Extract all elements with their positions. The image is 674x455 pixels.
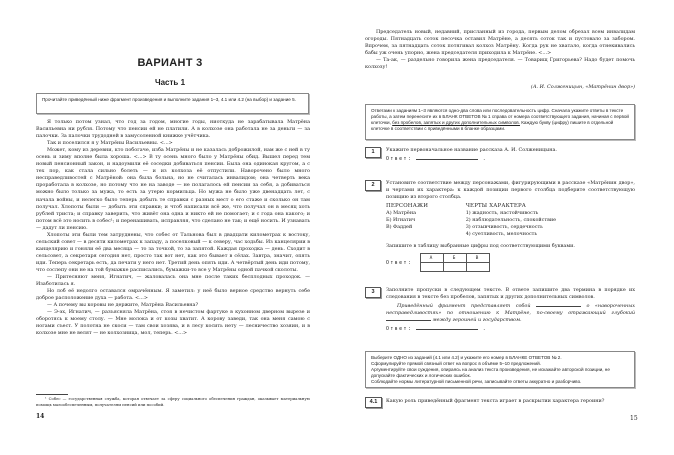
table-header: А: [420, 254, 443, 263]
task-question: Установите соответствие между персонажами, фигурирующими в рассказе «Матрёнин двор», и чертами их характера: к каждой позиции первого столбца подберите соответствующую позицию из второго столбца.: [386, 180, 635, 200]
instruction-underlined: без пробелов, запятых и других дополнительных символов.: [392, 120, 520, 125]
traits-column: [466, 203, 635, 238]
paragraph: Может, кому из деревни, кто побогаче, изба Матрёны и не казалась доброжилой, нам же с ней в ту осень и зиму вполне была хороша. <...> В ту осень много было у Матрёны обид. Вышел перед тем новый пенсионный закон, и надоумили её соседки добиваться пенсии. Была она одинокая кругом, а с тех пор, как стала сильно болеть — и из колхоза её отпустили. Наворочено было много несправедливостей с Матрёной: она была больна, но не считалась инвалидом; она четверть века проработала в колхозе, но потому что не на заводе — не полагалось ей пенсии за себя, а добиваться можно было только за мужа, то есть за утерю кормильца. Но мужа не было уже двенадцать лет, с начала войны, и нелегко было теперь добыть те справки с разных мест о его стаже и сколько он там получал. Хлопоты были — добыть эти справки; и чтоб написали всё же, что получал он в месяц хоть рублей триста; и справку заверить, что живёт она одна и никто ей не помогает; и с года она какого; и потом всё это носить в собес¹; и перенашивать, исправляя, что сделано не так; и ещё носить. И узнавать — дадут ли пенсию.: [36, 147, 310, 231]
task-4-1: [365, 397, 635, 405]
task-question: Укажите первоначальное название рассказа А. И. Солженицына.: [386, 147, 557, 153]
cloze-text: [386, 303, 635, 324]
table-header: Б: [443, 254, 466, 263]
answer-cell[interactable]: [443, 263, 466, 272]
paragraph: — Та-ак, — раздельно говорила жена председателя. — Товарищ Григорьева? Надо будет помочь колхозу!: [365, 57, 635, 71]
paragraph: — Притесняют меня, Игнатич, — жаловалась она мне после таких бесплодных проходок. — Изаботилась я.: [36, 274, 310, 288]
answer-instruction-box-2: [365, 351, 635, 388]
characters-column: [386, 203, 466, 238]
character-item: В) Фаддей: [386, 224, 413, 230]
paragraph: — Э-эх, Игнатич, — разъясняла Матрёна, стоя в нечистом фартуке в кухонном дверном вырезе и оборотясь к моему столу. — Мне молока и от козы хватит. А корову заведи, так она меня самою с ногами съест. У полотна не скоси — там свои хозява, и в лесу косить нету — лесничество хозяин, и в колхозе мне не велят — не колхозница, мол, теперь. <...>: [36, 309, 310, 337]
table-header: В: [466, 254, 489, 263]
cloze-blank-1: [536, 306, 581, 307]
answer-field[interactable]: [416, 329, 478, 330]
answer-label: Ответ:: [386, 261, 413, 266]
instruction-line: Выберите ОДНО из заданий (4.1 или 4.2) и укажите его номер в БЛАНКЕ ОТВЕТОВ № 2.: [371, 355, 562, 360]
trait-item: 4) суетливость, мелочность: [465, 231, 538, 237]
matching-columns: [386, 203, 635, 238]
variant-title: ВАРИАНТ 3: [137, 57, 203, 69]
answer-row: Ответ: .: [386, 327, 488, 332]
task-question: Какую роль приведённый фрагмент текста играет в раскрытии характера героини?: [386, 398, 605, 404]
part-title: Часть 1: [154, 78, 186, 87]
cloze-part: Приведённый фрагмент представляет собой: [397, 303, 531, 309]
task-number-badge: 4.1: [365, 397, 382, 408]
instruction-line: Аргументируйте свои суждения, опираясь на анализ текста произведения, не искажайте авторской позиции, не допускайте фактических и логических ошибок.: [371, 367, 610, 378]
answer-field[interactable]: [416, 159, 478, 160]
instruction-text: Ответами к заданиям 1–3 являются одно-два слова или последовательность цифр. Сначала укажите ответы в тексте работы, а затем перенесите их в БЛАНК ОТВЕТОВ № 1 справа от номера соответствующего задания, начиная с первой клеточки,: [371, 108, 629, 125]
column-header: ЧЕРТЫ ХАРАКТЕРА: [465, 203, 527, 209]
excerpt-text-right: [365, 29, 635, 71]
footnote: [36, 396, 310, 407]
instruction-line: Сформулируйте прямой связный ответ на вопрос в объёме 5–10 предложений.: [371, 361, 541, 366]
answer-label: Ответ:: [386, 327, 413, 332]
column-header: ПЕРСОНАЖИ: [386, 203, 429, 209]
task-1: [365, 147, 635, 163]
paragraph: Но лоб её недолго оставался омрачённым. Я заметил: у неё было верное средство вернуть себе доброе расположение духа — работа. <...>: [36, 288, 310, 302]
footnote-text: ¹ Собес — государственная служба, которая отвечает за сферу социального обеспечения граждан, оказывает материальную помощь малообеспеченным, получателям пенсий или пособий.: [36, 396, 310, 407]
answer-row: Ответ: .: [386, 157, 488, 162]
reading-instruction-text: Прочитайте приведённый ниже фрагмент произведения и выполните задания 1–3, 4.1 или 4.2 (на выбор) и задание 5.: [42, 97, 296, 102]
paragraph: Так и поселился я у Матрёны Васильевны. <...>: [47, 140, 173, 147]
task-number-badge: 3: [365, 287, 381, 298]
trait-item: 1) жадность, настойчивость: [465, 210, 539, 216]
reading-instruction-box: [36, 93, 309, 114]
trait-item: 2) наблюдательность, спокойствие: [465, 217, 557, 223]
cloze-part: о «навороченных несправедливостях» по отношению к Матрёне, по-своему отражающий глубокий: [386, 303, 636, 316]
character-item: А) Матрёна: [386, 210, 416, 216]
task-3: [365, 287, 635, 333]
instruction-line: Соблюдайте нормы литературной письменной речи, записывайте ответы аккуратно и разборчиво.: [371, 379, 582, 384]
paragraph: Я только потом узнал, что год за годом, многие годы, ниоткуда не зарабатывала Матрёна Васильевна ни рубля. Потому что пенсии ей не платили. А в колхозе она работала не за деньги — за палочки. За палочки трудодней в замусоленной книжке учётчика.: [36, 119, 310, 140]
answer-cell[interactable]: [466, 263, 489, 272]
page-number-right: 15: [630, 415, 638, 422]
answer-instruction-box-1: [365, 104, 635, 140]
answer-table: [420, 253, 490, 272]
answer-row: [386, 253, 635, 272]
paragraph: — А почему вы коровы не держите, Матрёна Васильевна?: [47, 302, 199, 309]
instruction-text: Каждую букву (цифру) пишите в отдельной клеточке в соответствии с приведёнными в бланке образцами.: [371, 120, 614, 131]
task-number-badge: 1: [365, 147, 381, 158]
task-question: Заполните пропуски в следующем тексте. В ответе запишите два термина в порядке их следования в тексте без пробелов, запятых и других дополнительных символов.: [386, 287, 635, 300]
paragraph: Хлопоты эти были тем затруднены, что собес от Тальнова был в двадцати километрах к востоку, сельский совет — в десяти километрах к западу, а поселковый — к северу, час ходьбы. Из канцелярии в канцелярию и гоняли её два месяца — то за точкой, то за запятой. Каждая проходка — день. Сходит в сельсовет, а секретаря сегодня нет, просто так вот нет, как это бывает в сёлах. Завтра, значит, опять иди. Теперь секретарь есть, да печати у него нет. Третий день опять иди. А четвёртый день иди потому, что сослепу они не на той бумажке расписались, бумажки-то все у Матрёны одной пачкой сколоты.: [36, 231, 310, 273]
task-number-badge: 2: [365, 180, 381, 191]
page-number-left: 14: [36, 413, 45, 420]
footnote-divider: [36, 394, 68, 395]
table-instruction: Запишите в таблицу выбранные цифры под соответствующими буквами.: [386, 243, 575, 249]
trait-item: 3) отзывчивость, сердечность: [465, 224, 543, 230]
answer-cell[interactable]: [420, 263, 443, 272]
excerpt-text-left: [36, 119, 310, 337]
cloze-part: между героиней и государством.: [432, 317, 522, 323]
answer-label: Ответ:: [386, 157, 413, 162]
paragraph: Председатель новый, недавний, присланный из города, первым делом обрезал всем инвалидам огороды. Пятнадцать соток песочка оставил Матрёне, а десять соток так и пустовало за забором. Впрочем, за пятнадцать соток потягивал колхоз Матрёну. Когда рук не хватало, когда отнекивались бабы уж очень упорно, жена председателя приходила к Матрёне. <...>: [365, 29, 635, 57]
character-item: Б) Игнатич: [386, 217, 416, 223]
task-2: [365, 180, 635, 272]
cloze-blank-2: [386, 320, 431, 321]
attribution: (А. И. Солженицын, «Матрёнин двор»): [530, 84, 635, 90]
